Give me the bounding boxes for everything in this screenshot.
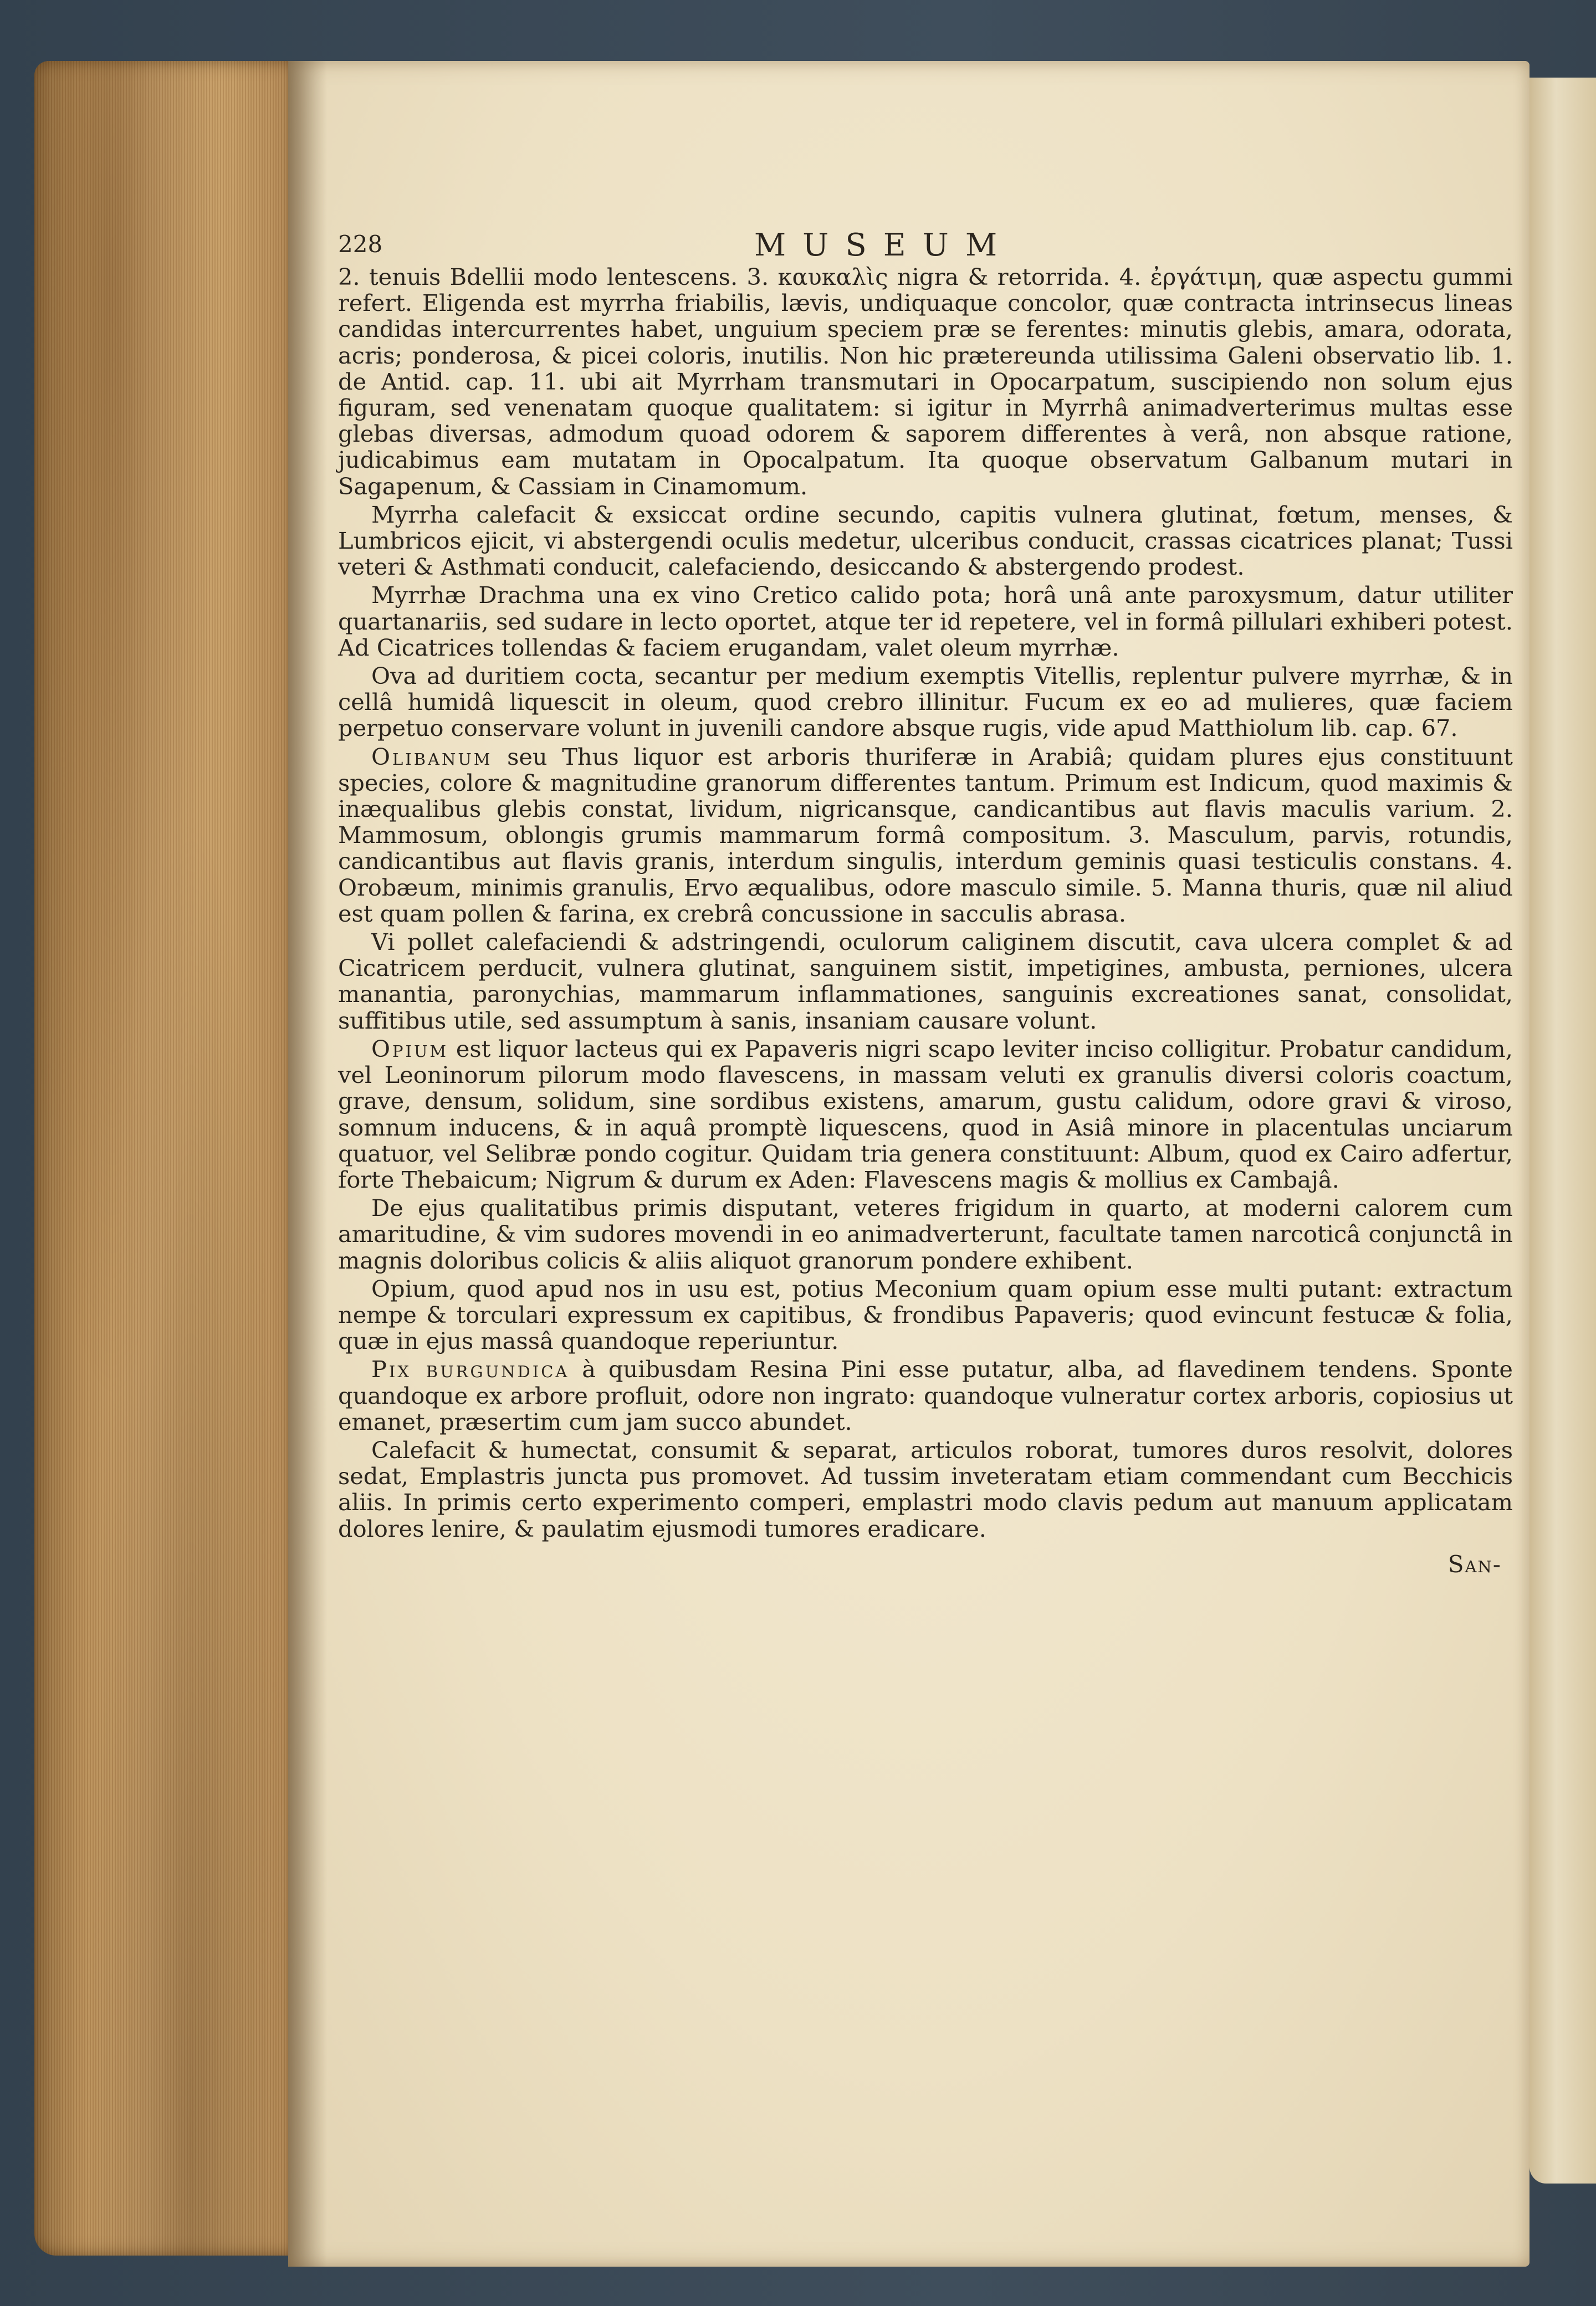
paragraph-olibanum-virtues: Vi pollet calefaciendi & adstringendi, oculorum caliginem discutit, cava ulcera complet & ad Cicatricem perducit, vulnera glutinat, sanguinem sistit, impetigines, ambusta, perniones, ulcera manantia, paronychias, mammarum inflammationes, sanguinis excreationes sanat, consolidat, suffitibus utile, sed assumptum à sanis, insaniam causare volunt.	[338, 928, 1513, 1034]
page-number: 228	[338, 231, 383, 258]
paragraph-opium-text: est liquor lacteus qui ex Papaveris nigri scapo leviter inciso colligitur. Probatur candidum, vel Leoninorum pilorum modo flavescens, in massam veluti ex granulis diversi coloris coactum, grave, densum, solidum, sine sordibus existens, amarum, gustu calidum, odore gravi & viroso, somnum inducens, & in aquâ promptè liquescens, quod in Asiâ minore in placentulas unciarum quatuor, vel Selibræ pondo cogitur. Quidam tria genera constituunt: Album, quod ex Cairo adfertur, forte Thebaicum; Nigrum & durum ex Aden: Flavescens magis & mollius ex Cambajâ.	[338, 1035, 1513, 1193]
paragraph-olibanum-text: seu Thus liquor est arboris thuriferæ in Arabiâ; quidam plures ejus constituunt species, colore & magnitudine granorum differentes tantum. Primum est Indicum, quod maximis & inæqualibus glebis constat, lividum, nigricansque, candicantibus aut flavis maculis varium. 2. Mammosum, oblongis grumis mammarum formâ compositum. 3. Masculum, parvis, rotundis, candicantibus aut flavis granis, interdum singulis, interdum geminis quasi testiculis constans. 4. Orobæum, minimis granulis, Ervo æqualibus, odore masculo simile. 5. Manna thuris, quæ nil aliud est quam pollen & farina, ex crebrâ concussione in sacculis abrasa.	[338, 743, 1513, 927]
page-text-block	[338, 227, 1513, 1578]
paragraph-opium-qualities: De ejus qualitatibus primis disputant, veteres frigidum in quarto, at moderni calorem cum amaritudine, & vim sudores movendi in eo animadverterunt, facultate tamen narcoticâ conjunctâ in magnis doloribus colicis & aliis aliquot granorum pondere exhibent.	[338, 1194, 1513, 1274]
paragraph-pix-burgundica	[338, 1356, 1513, 1435]
facing-page-edge	[1530, 78, 1596, 2184]
headword-opium: Opium	[371, 1035, 449, 1062]
paragraph-myrrh-dose: Myrrhæ Drachma una ex vino Cretico calido pota; horâ unâ ante paroxysmum, datur utiliter quartanariis, sed sudare in lecto oportet, atque ter id repetere, vel in formâ pillulari exhiberi potest. Ad Cicatrices tollendas & faciem erugandam, valet oleum myrrhæ.	[338, 581, 1513, 661]
headword-pix-burgundica: Pix burgundica	[371, 1356, 570, 1383]
body-text	[338, 264, 1513, 1542]
paragraph-opium	[338, 1036, 1513, 1193]
paragraph-pix-burgundica-text: à quibusdam Resina Pini esse putatur, alba, ad flavedinem tendens. Sponte quandoque ex arbore profluit, odore non ingrato: quandoque vulneratur cortex arboris, copiosius ut emanet, præsertim cum jam succo abundet.	[338, 1356, 1513, 1435]
gutter-shadow	[288, 61, 327, 2267]
running-head	[338, 227, 1513, 262]
paragraph-opium-meconium: Opium, quod apud nos in usu est, potius Meconium quam opium esse multi putant: extractum nempe & torculari expressum ex capitibus, & frondibus Papaveris; quod evincunt festucæ & folia, quæ in ejus massâ quandoque reperiuntur.	[338, 1275, 1513, 1355]
book-page	[288, 61, 1530, 2267]
headword-olibanum: Olibanum	[371, 743, 493, 770]
paragraph-olibanum	[338, 744, 1513, 927]
catchword: San-	[1447, 1550, 1502, 1578]
paragraph-myrrh-virtues: Myrrha calefacit & exsiccat ordine secundo, capitis vulnera glutinat, fœtum, menses, & Lumbricos ejicit, vi abstergendi oculis medetur, ulceribus conducit, crassas cicatrices planat; Tussi veteri & Asthmati conducit, calefaciendo, desiccando & abstergendo prodest.	[338, 500, 1513, 581]
running-title: MUSEUM	[754, 227, 1014, 263]
paragraph-pix-virtues: Calefacit & humectat, consumit & separat, articulos roborat, tumores duros resolvit, dolores sedat, Emplastris juncta pus promovet. Ad tussim inveteratam etiam commendant cum Becchicis aliis. In primis certo experimento comperi, emplastri modo clavis pedum aut manuum applicatam dolores lenire, & paulatim ejusmodi tumores eradicare.	[338, 1436, 1513, 1542]
paragraph-myrrh-varieties: 2. tenuis Bdellii modo lentescens. 3. καυκαλὶς nigra & retorrida. 4. ἐργάτιμη, quæ aspectu gummi refert. Eligenda est myrrha friabilis, lævis, undiquaque concolor, quæ contracta intrinsecus lineas candidas intercurrentes habet, unguium speciem præ se ferentes: minutis glebis, amara, odorata, acris; ponderosa, & picei coloris, inutilis. Non hic prætereunda utilissima Galeni observatio lib. 1. de Antid. cap. 11. ubi ait Myrrham transmutari in Opocarpatum, suscipiendo non solum ejus figuram, sed venenatam quoque qualitatem: si igitur in Myrrhâ animadverterimus multas esse glebas diversas, admodum quoad odorem & saporem differentes à verâ, non absque ratione, judicabimus eam mutatam in Opocalpatum. Ita quoque observatum Galbanum mutari in Sagapenum, & Cassiam in Cinamomum.	[338, 263, 1513, 500]
book-page-edges	[34, 61, 295, 2256]
paragraph-myrrh-oil: Ova ad duritiem cocta, secantur per medium exemptis Vitellis, replentur pulvere myrrhæ, & in cellâ humidâ liquescit in oleum, quod crebro illinitur. Fucum ex eo ad mulieres, quæ faciem perpetuo conservare volunt in juvenili candore absque rugis, vide apud Matthiolum lib. cap. 67.	[338, 662, 1513, 742]
